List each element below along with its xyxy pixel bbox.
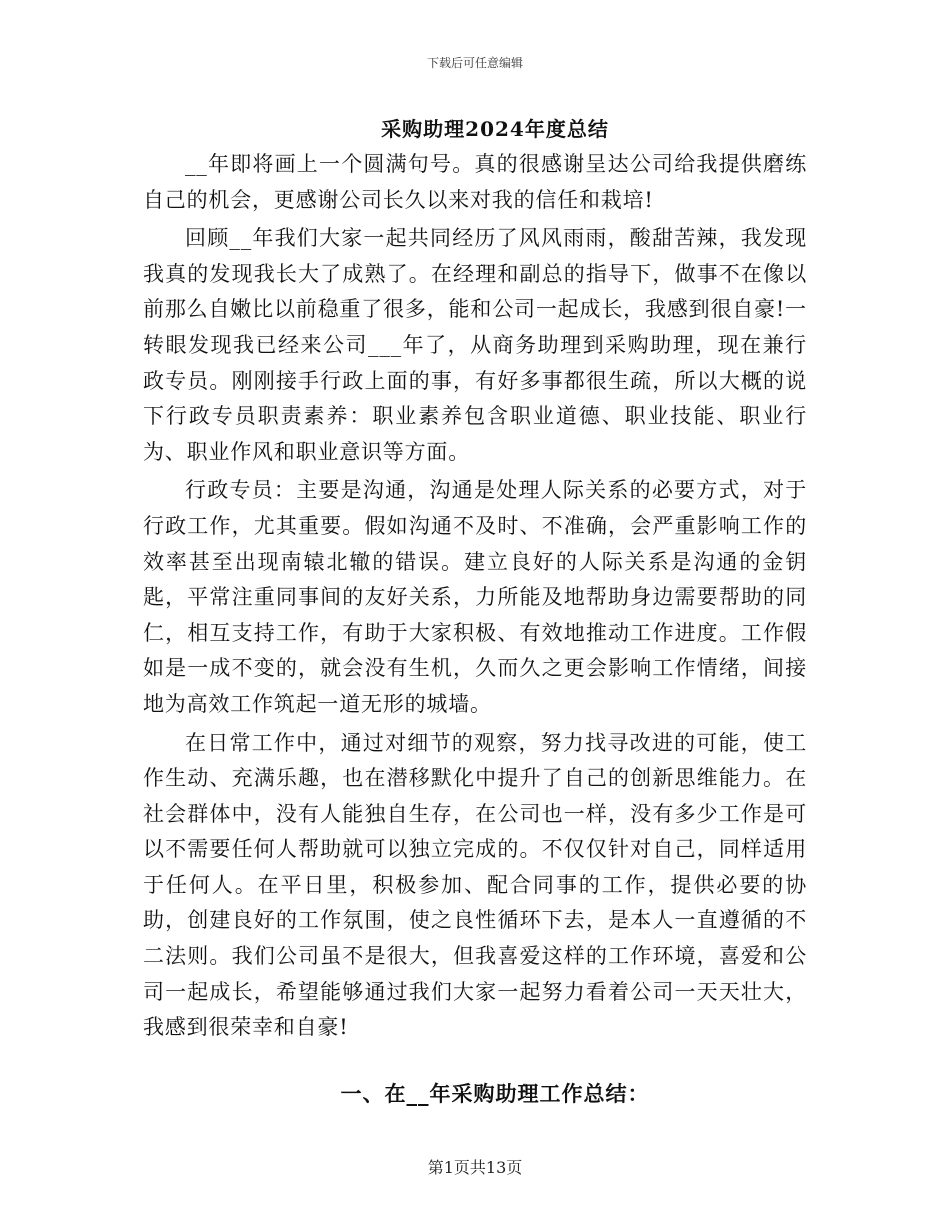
document-body bbox=[143, 147, 807, 1046]
page-footer: 第1页共13页 bbox=[427, 1158, 523, 1177]
paragraph-3: 行政专员：主要是沟通，沟通是处理人际关系的必要方式，对于行政工作，尤其重要。假如沟通不及时、不准确，会严重影响工作的效率甚至出现南辕北辙的错误。建立良好的人际关系是沟通的金钥匙，平常注重同事间的友好关系，力所能及地帮助身边需要帮助的同仁，相互支持工作，有助于大家积极、有效地推动工作进度。工作假如是一成不变的，就会没有生机，久而久之更会影响工作情绪，间接地为高效工作筑起一道无形的城墙。 bbox=[143, 478, 807, 716]
section-heading: 一、在__年采购助理工作总结： bbox=[340, 1081, 650, 1106]
paragraph-4: 在日常工作中，通过对细节的观察，努力找寻改进的可能，使工作生动、充满乐趣，也在潜移默化中提升了自己的创新思维能力。在社会群体中，没有人能独自生存，在公司也一样，没有多少工作是可以不需要任何人帮助就可以独立完成的。不仅仅针对自己，同样适用于任何人。在平日里，积极参加、配合同事的工作，提供必要的协助，创建良好的工作氛围，使之良性循环下去，是本人一直遵循的不二法则。我们公司虽不是很大，但我喜爱这样的工作环境，喜爱和公司一起成长，希望能够通过我们大家一起努力看着公司一天天壮大，我感到很荣幸和自豪! bbox=[143, 730, 807, 1040]
paragraph-2: 回顾__年我们大家一起共同经历了风风雨雨，酸甜苦辣，我发现我真的发现我长大了成熟了。在经理和副总的指导下，做事不在像以前那么自嫩比以前稳重了很多，能和公司一起成长，我感到很自豪!一转眼发现我已经来公司___年了，从商务助理到采购助理，现在兼行政专员。刚刚接手行政上面的事，有好多事都很生疏，所以大概的说下行政专员职责素养：职业素养包含职业道德、职业技能、职业行为、职业作风和职业意识等方面。 bbox=[143, 226, 807, 464]
document-title: 采购助理2024年度总结 bbox=[381, 117, 609, 141]
paragraph-1: __年即将画上一个圆满句号。真的很感谢呈达公司给我提供磨练自己的机会，更感谢公司长久以来对我的信任和栽培! bbox=[143, 152, 807, 212]
header-note: 下载后可任意编辑 bbox=[426, 56, 523, 70]
